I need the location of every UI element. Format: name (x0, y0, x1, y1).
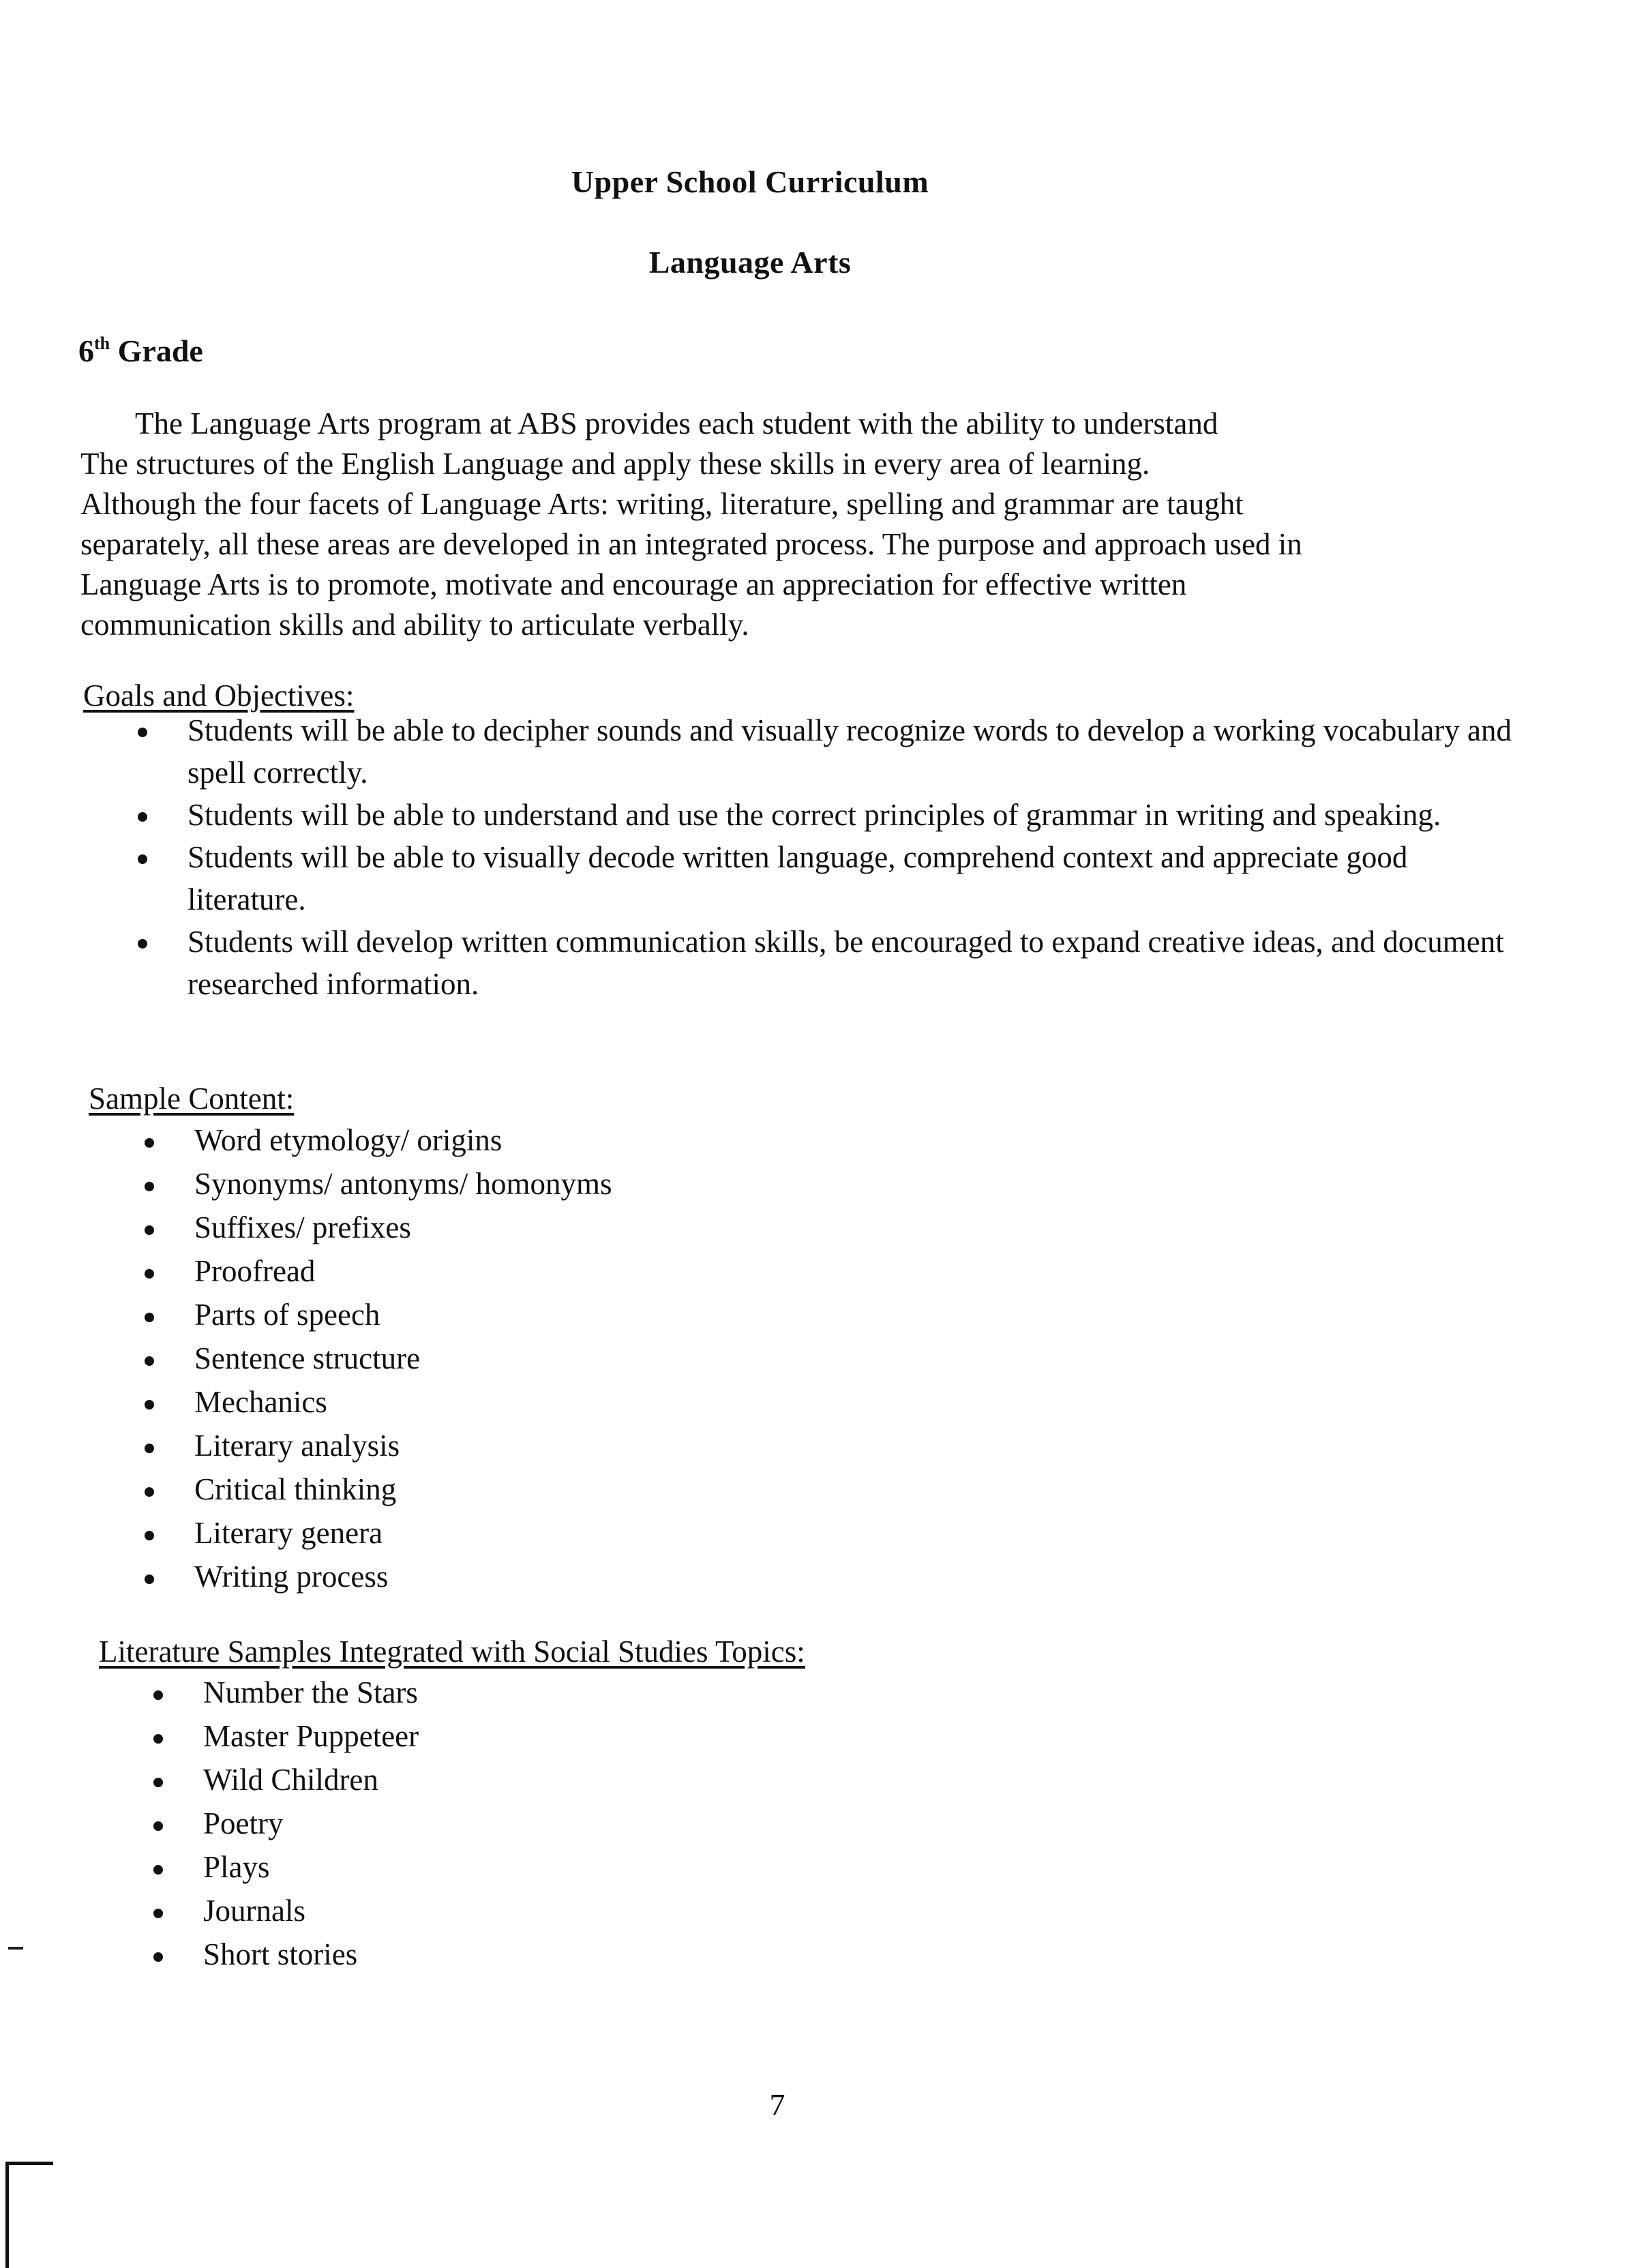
goals-list (133, 709, 1517, 1005)
literature-item: Master Puppeteer (149, 1714, 967, 1758)
grade-heading (78, 333, 203, 369)
sample-content-list (140, 1118, 958, 1598)
intro-line: separately, all these areas are developed in an integrated process. The purpose and approach used in (80, 527, 1302, 561)
sample-content-item: Parts of speech (140, 1293, 958, 1337)
literature-item: Journals (149, 1889, 967, 1933)
sample-content-heading: Sample Content: (89, 1081, 295, 1116)
goal-item: Students will be able to decipher sounds and visually recognize words to develop a working vocabulary and spell correctly. (133, 709, 1517, 794)
literature-item: Wild Children (149, 1758, 967, 1802)
page-number: 7 (769, 2087, 785, 2122)
goal-item: Students will be able to understand and use the correct principles of grammar in writing and speaking. (133, 794, 1517, 836)
literature-item: Plays (149, 1845, 967, 1889)
intro-line: The structures of the English Language and apply these skills in every area of learning. (80, 447, 1150, 481)
sample-content-item: Proofread (140, 1249, 958, 1293)
sample-content-item: Mechanics (140, 1380, 958, 1424)
intro-paragraph (80, 404, 1430, 645)
sample-content-item: Literary genera (140, 1511, 958, 1555)
sample-content-item: Word etymology/ origins (140, 1118, 958, 1162)
goal-item: Students will develop written communication skills, be encouraged to expand creative ideas, and document researched information. (133, 921, 1517, 1005)
grade-number: 6 (78, 333, 94, 368)
sample-content-item: Sentence structure (140, 1337, 958, 1380)
scan-corner-mark (5, 2162, 53, 2268)
literature-item: Poetry (149, 1802, 967, 1845)
intro-line: Although the four facets of Language Arts: writing, literature, spelling and grammar are taught (80, 487, 1244, 521)
intro-line: The Language Arts program at ABS provides each student with the ability to understand (135, 406, 1218, 441)
page-title: Upper School Curriculum (571, 164, 929, 199)
subject-title: Language Arts (648, 245, 852, 280)
literature-item: Short stories (149, 1933, 967, 1976)
goals-heading: Goals and Objectives: (83, 678, 355, 713)
literature-item: Number the Stars (149, 1671, 967, 1714)
goal-item: Students will be able to visually decode written language, comprehend context and appreciate good literature. (133, 836, 1517, 921)
sample-content-item: Critical thinking (140, 1467, 958, 1511)
intro-line: communication skills and ability to articulate verbally. (80, 608, 749, 642)
sample-content-item: Literary analysis (140, 1424, 958, 1467)
literature-list (149, 1671, 967, 1976)
sample-content-item: Writing process (140, 1555, 958, 1598)
grade-label: Grade (117, 333, 203, 368)
literature-heading: Literature Samples Integrated with Social Studies Topics: (99, 1635, 805, 1669)
intro-line: Language Arts is to promote, motivate and encourage an appreciation for effective written (80, 567, 1187, 601)
sample-content-item: Suffixes/ prefixes (140, 1206, 958, 1249)
sample-content-item: Synonyms/ antonyms/ homonyms (140, 1162, 958, 1206)
grade-suffix: th (94, 333, 110, 353)
scan-mark (8, 1947, 23, 1950)
